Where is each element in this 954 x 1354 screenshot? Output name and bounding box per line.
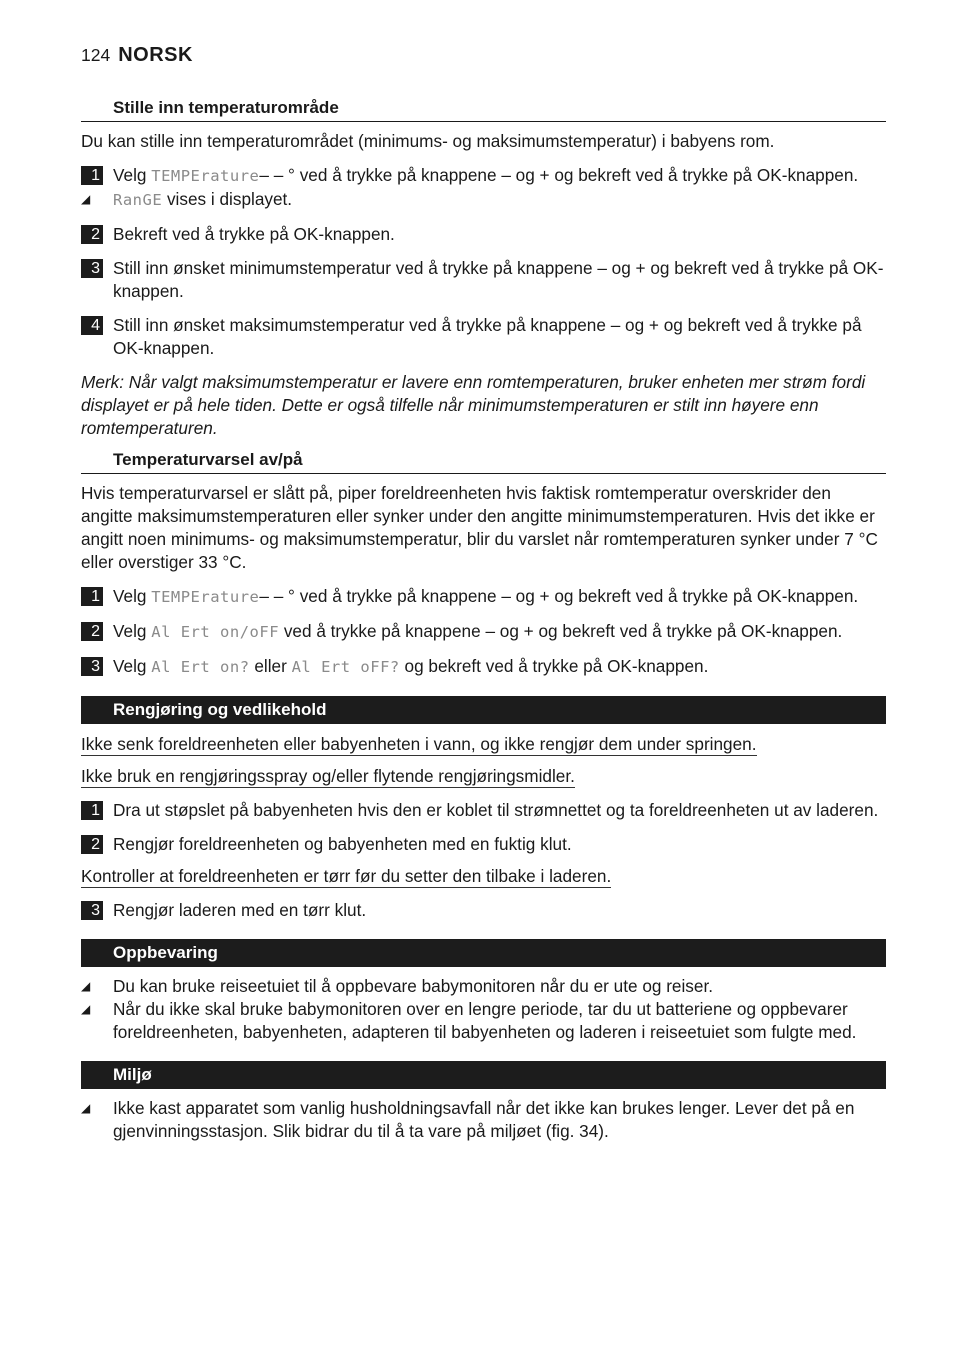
step-text: Velg TEMPErature– – ° ved å trykke på knappene – og + og bekreft ved å trykke på OK-knappen.: [113, 586, 859, 606]
step-number: 2: [81, 622, 103, 641]
intro-paragraph: Hvis temperaturvarsel er slått på, piper foreldreenheten hvis faktisk romtemperatur overskrider den angitte maksimumstemperaturen eller synker under den angitte minimumstemperaturen. Hvis det ikke er angitt noen minimums- og maksimumstemperatur, blir du varslet når romtemperaturen synker under 7 °C eller overstiger 33 °C.: [81, 483, 878, 572]
step-text: Still inn ønsket maksimumstemperatur ved å trykke på knappene – og + og bekreft ved å trykke på OK-knappen.: [113, 315, 862, 358]
step-text: Velg Al Ert on? eller Al Ert oFF? og bekreft ved å trykke på OK-knappen.: [113, 656, 709, 676]
step-item: [81, 585, 886, 609]
warning-text: Ikke senk foreldreenheten eller babyenheten i vann, og ikke rengjør dem under springen.: [81, 734, 757, 754]
page-number: 124: [81, 45, 111, 65]
step-text: Dra ut støpslet på babyenheten hvis den er koblet til strømnettet og ta foreldreenheten ut av laderen.: [113, 800, 879, 820]
step-number: 4: [81, 316, 103, 335]
bullet-item: [81, 1097, 886, 1143]
step-text: Still inn ønsket minimumstemperatur ved å trykke på knappene – og + og bekreft ved å trykke på OK-knappen.: [113, 258, 884, 301]
lcd-display-text: RanGE: [113, 191, 163, 209]
step-text: Rengjør laderen med en tørr klut.: [113, 900, 367, 920]
step-item: [81, 257, 886, 303]
step-number: 3: [81, 259, 103, 278]
note-paragraph: Merk: Når valgt maksimumstemperatur er lavere enn romtemperaturen, bruker enheten mer strøm fordi displayet er på hele tiden. Dette er også tilfelle når minimumstemperaturen er stilt inn høyere enn romtemperaturen.: [81, 372, 866, 438]
section-heading-temperature-alert: Temperaturvarsel av/på: [81, 449, 886, 474]
step-number: 1: [81, 166, 103, 185]
step-item: [81, 899, 886, 922]
lcd-display-text: Al Ert on/oFF: [151, 623, 280, 641]
step-item: [81, 164, 886, 188]
bullet-text: Når du ikke skal bruke babymonitoren over en lengre periode, tar du ut batteriene og oppbevarer foreldreenheten, babyenheten, adapteren til babyenheten og laderen i reiseetuiet som fulgte med.: [113, 999, 857, 1042]
step-number: 1: [81, 801, 103, 820]
page-header: [81, 44, 886, 67]
step-item: [81, 799, 886, 822]
bullet-text: Ikke kast apparatet som vanlig husholdningsavfall når det ikke kan brukes lenger. Lever det på en gjenvinningsstasjon. Slik bidrar du til å ta vare på miljøet (fig. 34).: [113, 1098, 855, 1141]
step-text: Velg TEMPErature– – ° ved å trykke på knappene – og + og bekreft ved å trykke på OK-knappen.: [113, 165, 859, 185]
step-number: 3: [81, 657, 103, 676]
bullet-item: [81, 975, 886, 998]
warning-text: Ikke bruk en rengjøringsspray og/eller flytende rengjøringsmidler.: [81, 766, 575, 786]
section-heading-cleaning: Rengjøring og vedlikehold: [81, 696, 886, 724]
step-text: Velg Al Ert on/oFF ved å trykke på knappene – og + og bekreft ved å trykke på OK-knappen.: [113, 621, 843, 641]
lcd-display-text: Al Ert on?: [151, 658, 250, 676]
step-item: [81, 620, 886, 644]
step-number: 2: [81, 835, 103, 854]
manual-page: [81, 44, 886, 1143]
lcd-display-text: TEMPErature: [151, 167, 260, 185]
lcd-display-text: TEMPErature: [151, 588, 260, 606]
triangle-bullet-icon: ◢: [81, 1101, 91, 1115]
triangle-bullet-icon: ◢: [81, 979, 91, 993]
step-number: 3: [81, 901, 103, 920]
step-item: [81, 223, 886, 246]
bullet-item: [81, 998, 886, 1044]
bullet-text: Du kan bruke reiseetuiet til å oppbevare babymonitoren når du er ute og reiser.: [113, 976, 714, 996]
bullet-text: RanGE vises i displayet.: [113, 189, 293, 209]
section-heading-environment: Miljø: [81, 1061, 886, 1089]
triangle-bullet-icon: ◢: [81, 1002, 91, 1016]
language-heading: NORSK: [118, 44, 193, 66]
intro-paragraph: Du kan stille inn temperaturområdet (minimums- og maksimumstemperatur) i babyens rom.: [81, 131, 775, 151]
triangle-bullet-icon: ◢: [81, 192, 91, 206]
step-text: Bekreft ved å trykke på OK-knappen.: [113, 224, 395, 244]
lcd-display-text: Al Ert oFF?: [291, 658, 400, 676]
step-number: 2: [81, 225, 103, 244]
result-bullet: [81, 188, 886, 212]
warning-text: Kontroller at foreldreenheten er tørr før du setter den tilbake i laderen.: [81, 866, 612, 886]
section-heading-storage: Oppbevaring: [81, 939, 886, 967]
step-item: [81, 833, 886, 856]
step-text: Rengjør foreldreenheten og babyenheten med en fuktig klut.: [113, 834, 572, 854]
step-number: 1: [81, 587, 103, 606]
step-item: [81, 655, 886, 679]
section-heading-temperature-range: Stille inn temperaturområde: [81, 97, 886, 122]
step-item: [81, 314, 886, 360]
